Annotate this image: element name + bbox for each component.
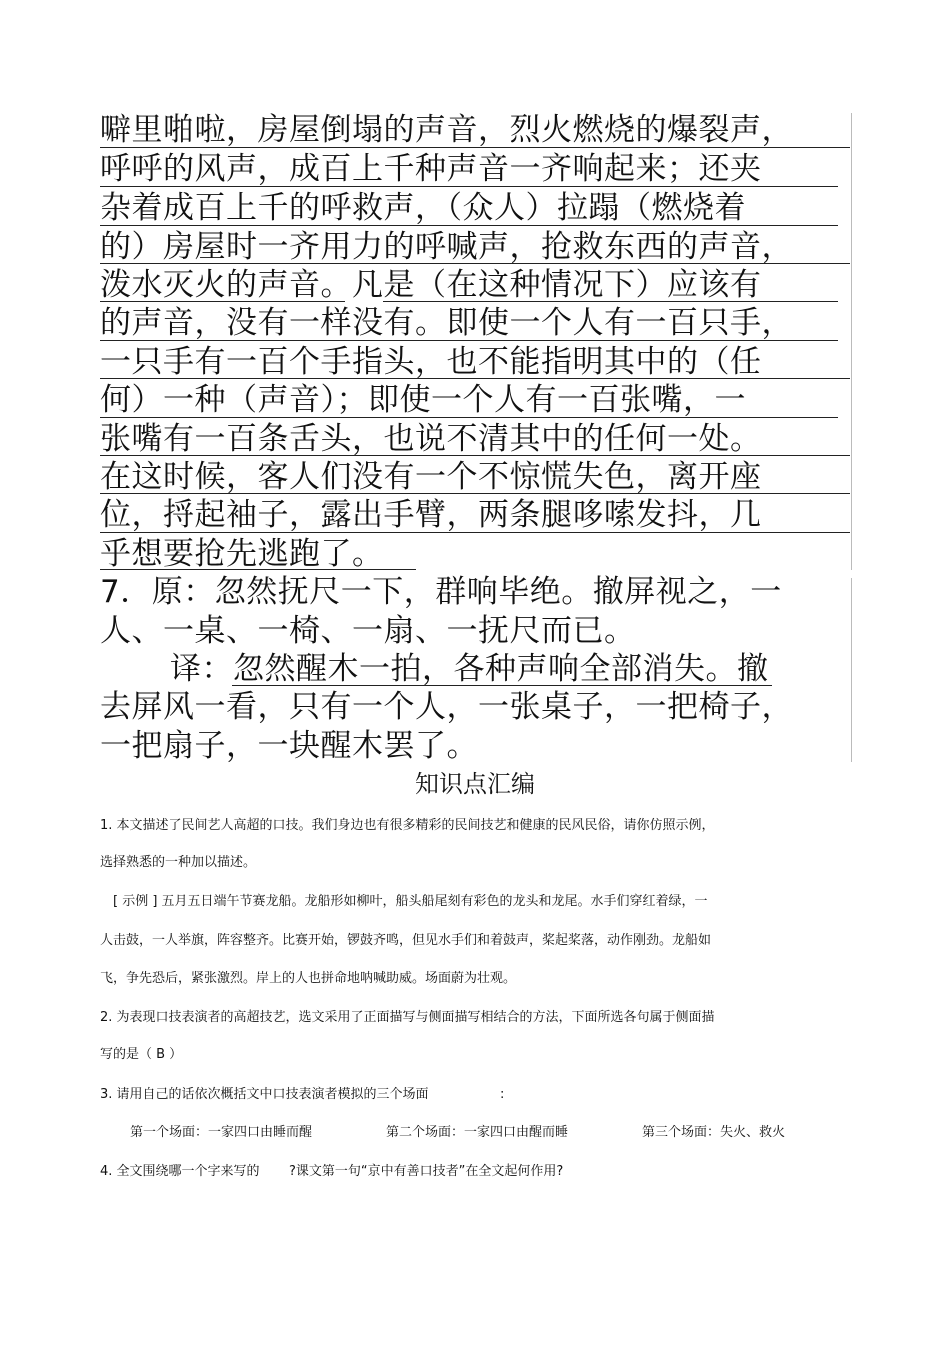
translation-line: 的）房屋时一齐用力的呼喊声，抢救东西的声音， — [100, 229, 793, 265]
translation-line: 在这时候，客人们没有一个不惊慌失色，离开座 — [100, 459, 762, 495]
scene-1: 第一个场面：一家四口由睡而醒 — [130, 1125, 313, 1140]
translation-line: 杂着成百上千的呼救声，（众人）拉蹋（燃烧着 — [100, 190, 746, 226]
question-1: 1. 本文描述了民间艺人高超的口技。我们身边也有很多精彩的民间技艺和健康的民风民俗，请你仿照示例， — [100, 818, 715, 833]
underline — [383, 301, 838, 302]
question-2-cont: 写的是（ B ） — [100, 1047, 183, 1062]
underline — [232, 685, 772, 686]
item7-translation-line: 一把扇子，一块醒木罢了。 — [100, 728, 478, 764]
underline — [100, 147, 850, 148]
example-line: 人击鼓，一人举旗，阵容整齐。比赛开始，锣鼓齐鸣，但见水手们和着鼓声，桨起桨落，动作刚劲。龙船如 — [100, 933, 712, 948]
item7-translation-line: 去屏风一看，只有一个人，一张桌子，一把椅子， — [100, 689, 793, 725]
question-1-cont: 选择熟悉的一种加以描述。 — [100, 855, 257, 870]
section-title: 知识点汇编 — [415, 770, 535, 798]
translation-line: 位，捋起袖子，露出手臂，两条腿哆嗦发抖，几 — [100, 497, 762, 533]
underline — [100, 532, 850, 533]
question-4: 4. 全文围绕哪一个字来写的 — [100, 1164, 260, 1179]
question-2: 2. 为表现口技表演者的高超技艺，选文采用了正面描写与侧面描写相结合的方法，下面所选各句属于侧面描 — [100, 1010, 715, 1025]
translation-line: 一只手有一百个手指头，也不能指明其中的（任 — [100, 344, 762, 380]
example-line: [ 示例 ] 五月五日端午节赛龙船。龙船形如柳叶，船头船尾刻有彩色的龙头和龙尾。水手们穿红着绿，一 — [113, 894, 708, 909]
underline — [100, 378, 850, 379]
question-3: 3. 请用自己的话依次概括文中口技表演者模拟的三个场面 — [100, 1087, 429, 1102]
underline — [100, 417, 838, 418]
underline — [100, 186, 838, 187]
translation-line: 张嘴有一百条舌头，也说不清其中的任何一处。 — [100, 421, 762, 457]
question-4-cont: ?课文第一句“京中有善口技者”在全文起何作用? — [289, 1164, 564, 1179]
underline — [100, 263, 850, 264]
item7-original-line: 人、一桌、一椅、一扇、一抚尺而已。 — [100, 613, 636, 649]
underline — [100, 569, 416, 570]
question-3-colon: : — [500, 1087, 505, 1102]
translation-line: 的声音，没有一样没有。即使一个人有一百只手， — [100, 305, 793, 341]
underline — [100, 340, 838, 341]
translation-line: 泼水灭火的声音。凡是（在这种情况下）应该有 — [100, 267, 762, 303]
margin-rule-bottom — [851, 578, 852, 762]
underline — [100, 455, 850, 456]
translation-line: 何）一种（声音）；即使一个人有一百张嘴，一 — [100, 382, 746, 418]
translation-line: 呼呼的风声，成百上千种声音一齐响起来；还夹 — [100, 151, 762, 187]
scene-2: 第二个场面：一家四口由醒而睡 — [386, 1125, 569, 1140]
translation-line: 噼里啪啦，房屋倒塌的声音，烈火燃烧的爆裂声， — [100, 112, 793, 148]
margin-rule-top — [851, 113, 852, 570]
translation-line: 乎想要抢先逃跑了。 — [100, 536, 384, 572]
underline — [100, 493, 850, 494]
underline — [100, 301, 345, 302]
item7-original-line: 7．原：忽然抚尺一下，群响毕绝。撤屏视之，一 — [100, 574, 782, 610]
underline — [100, 225, 838, 226]
example-line: 飞，争先恐后，紧张激烈。岸上的人也拼命地呐喊助威。场面蔚为壮观。 — [100, 971, 517, 986]
scene-3: 第三个场面：失火、救火 — [642, 1125, 786, 1140]
item7-translation-line: 译：忽然醒木一拍，各种声响全部消失。撤 — [170, 651, 769, 687]
